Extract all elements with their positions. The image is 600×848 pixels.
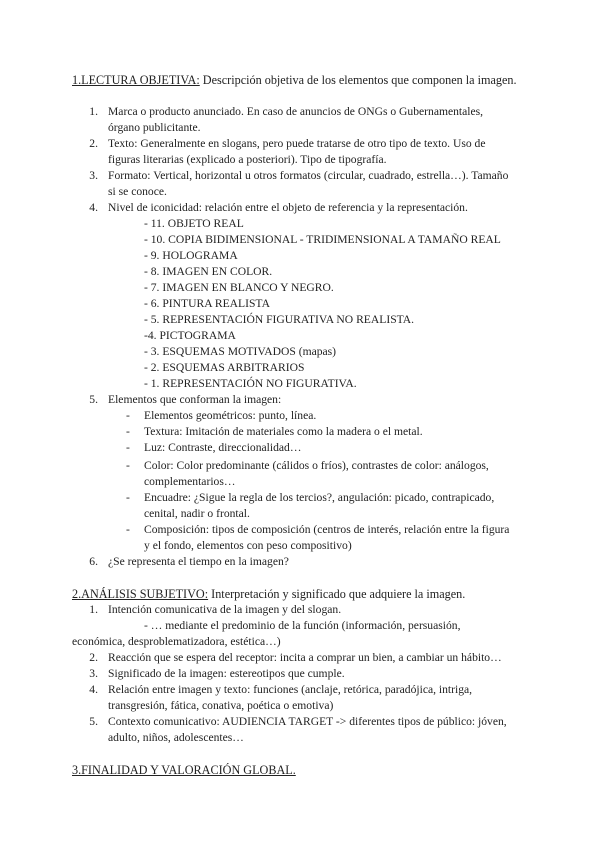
iconicity-level: - 9. HOLOGRAMA bbox=[144, 249, 238, 262]
list-number: 4. bbox=[89, 683, 98, 696]
iconicity-level: - 11. OBJETO REAL bbox=[144, 217, 244, 230]
iconicity-level: - 8. IMAGEN EN COLOR. bbox=[144, 265, 273, 278]
bullet-dash: - bbox=[126, 523, 130, 536]
list-number: 5. bbox=[89, 715, 98, 728]
list-item-text: órgano publicitante. bbox=[108, 121, 201, 134]
element-text: Encuadre: ¿Sigue la regla de los tercios?, angulación: picado, contrapicado, bbox=[144, 491, 495, 504]
list-number: 3. bbox=[89, 169, 98, 182]
list-item-text: transgresión, fática, conativa, poética o emotiva) bbox=[108, 699, 334, 712]
element-text: Luz: Contraste, direccionalidad… bbox=[144, 441, 302, 454]
iconicity-level: - 5. REPRESENTACIÓN FIGURATIVA NO REALISTA. bbox=[144, 313, 415, 326]
iconicity-level: - 2. ESQUEMAS ARBITRARIOS bbox=[144, 361, 305, 374]
list-number: 6. bbox=[89, 555, 98, 568]
list-number: 3. bbox=[89, 667, 98, 680]
bullet-dash: - bbox=[126, 491, 130, 504]
list-item-text: Texto: Generalmente en slogans, pero puede tratarse de otro tipo de texto. Uso de bbox=[108, 137, 486, 150]
element-text: Elementos geométricos: punto, línea. bbox=[144, 409, 317, 422]
iconicity-level: - 3. ESQUEMAS MOTIVADOS (mapas) bbox=[144, 345, 337, 358]
section1-heading-desc: Descripción objetiva de los elementos que componen la imagen. bbox=[199, 73, 517, 87]
iconicity-level: - 7. IMAGEN EN BLANCO Y NEGRO. bbox=[144, 281, 334, 294]
bullet-dash: - bbox=[126, 459, 130, 472]
list-number: 1. bbox=[89, 603, 98, 616]
list-item-text: si se conoce. bbox=[108, 185, 167, 198]
list-item-text: Formato: Vertical, horizontal u otros formatos (circular, cuadrado, estrella…). Tamaño bbox=[108, 169, 509, 182]
list-item-text: Contexto comunicativo: AUDIENCIA TARGET -> diferentes tipos de público: jóven, bbox=[108, 715, 507, 728]
iconicity-level: - 1. REPRESENTACIÓN NO FIGURATIVA. bbox=[144, 377, 357, 390]
list-item-text: Marca o producto anunciado. En caso de anuncios de ONGs o Gubernamentales, bbox=[108, 105, 484, 118]
element-text: y el fondo, elementos con peso compositivo) bbox=[144, 539, 352, 552]
list-item-text: Intención comunicativa de la imagen y del slogan. bbox=[108, 603, 342, 616]
section3-heading bbox=[72, 762, 296, 778]
list-number: 2. bbox=[89, 137, 98, 150]
iconicity-level: -4. PICTOGRAMA bbox=[144, 329, 236, 342]
list-item-text: figuras literarias (explicado a posteriori). Tipo de tipografía. bbox=[108, 153, 387, 166]
bullet-dash: - bbox=[126, 409, 130, 422]
intention-note: económica, desproblematizadora, estética…) bbox=[72, 635, 281, 648]
element-text: complementarios… bbox=[144, 475, 236, 488]
list-item-text: ¿Se representa el tiempo en la imagen? bbox=[108, 555, 289, 568]
list-item-text: Significado de la imagen: estereotipos que cumple. bbox=[108, 667, 345, 680]
list-item-text: Reacción que se espera del receptor: incita a comprar un bien, a cambiar un hábito… bbox=[108, 651, 502, 664]
iconicity-level: - 6. PINTURA REALISTA bbox=[144, 297, 270, 310]
element-text: Textura: Imitación de materiales como la madera o el metal. bbox=[144, 425, 423, 438]
bullet-dash: - bbox=[126, 425, 130, 438]
section1-heading bbox=[72, 72, 517, 88]
section2-heading-title: 2.ANÁLISIS SUBJETIVO: bbox=[72, 587, 209, 601]
element-text: Composición: tipos de composición (centros de interés, relación entre la figura bbox=[144, 523, 510, 536]
section2-heading-desc: Interpretación y significado que adquiere la imagen. bbox=[208, 587, 466, 601]
section3-heading-title: 3.FINALIDAD Y VALORACIÓN GLOBAL. bbox=[72, 763, 296, 777]
bullet-dash: - bbox=[126, 441, 130, 454]
list-item-text: Nivel de iconicidad: relación entre el objeto de referencia y la representación. bbox=[108, 201, 468, 214]
list-item-text: Elementos que conforman la imagen: bbox=[108, 393, 282, 406]
list-item-text: Relación entre imagen y texto: funciones (anclaje, retórica, paradójica, intriga, bbox=[108, 683, 473, 696]
list-item-text: adulto, niños, adolescentes… bbox=[108, 731, 244, 744]
section2-heading bbox=[72, 586, 465, 602]
section1-heading-title: 1.LECTURA OBJETIVA: bbox=[72, 73, 200, 87]
list-number: 5. bbox=[89, 393, 98, 406]
list-number: 4. bbox=[89, 201, 98, 214]
element-text: Color: Color predominante (cálidos o fríos), contrastes de color: análogos, bbox=[144, 459, 489, 472]
iconicity-level: - 10. COPIA BIDIMENSIONAL - TRIDIMENSIONAL A TAMAÑO REAL bbox=[144, 233, 501, 246]
list-number: 1. bbox=[89, 105, 98, 118]
element-text: cenital, nadir o frontal. bbox=[144, 507, 250, 520]
intention-note: - … mediante el predominio de la función (información, persuasión, bbox=[144, 619, 461, 632]
list-number: 2. bbox=[89, 651, 98, 664]
